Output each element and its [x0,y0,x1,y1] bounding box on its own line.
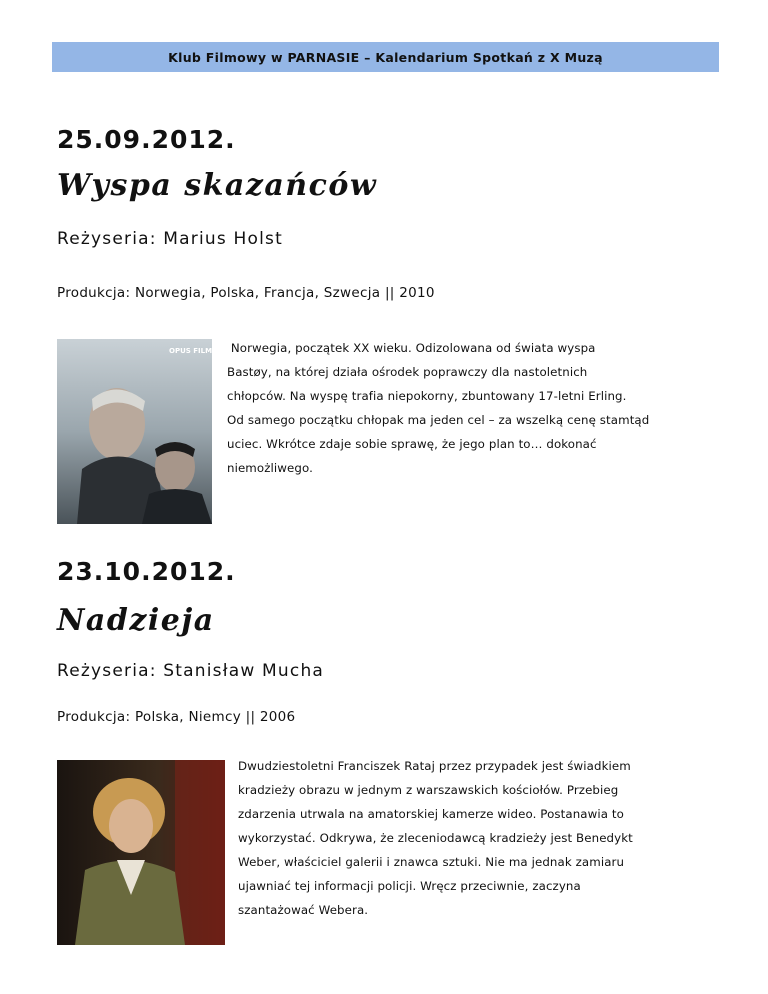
film-description [227,336,712,480]
director-wrap [57,229,717,249]
production-wrap [57,285,717,301]
description-line: uciec. Wkrótce zdaje sobie sprawę, że jego plan to… dokonać [227,437,597,451]
description-line: Weber, właściciel galerii i znawca sztuki. Nie ma jednak zamiaru [238,855,625,869]
header-title: Klub Filmowy w PARNASIE – Kalendarium Spotkań z X Muzą [168,49,603,65]
description-line: chłopców. Na wyspę trafia niepokorny, zbuntowany 17-letni Erling. [227,389,627,403]
poster-wyspa-skazancow [57,339,212,524]
description-line: wykorzystać. Odkrywa, że zleceniodawcą kradzieży jest Benedykt [238,831,633,845]
film-description [238,754,718,922]
svg-text:OPUS FILM: OPUS FILM [169,347,212,355]
description-line: kradzieży obrazu w jednym z warszawskich kościołów. Przebieg [238,783,619,797]
film-title: Nadzieja [57,603,215,638]
description-line: Dwudziestoletni Franciszek Rataj przez przypadek jest świadkiem [238,759,631,773]
director-wrap [57,661,717,681]
director: Reżyseria: Marius Holst [57,229,283,249]
description-line: niemożliwego. [227,461,313,475]
description-line: szantażować Webera. [238,903,369,917]
screening-date: 23.10.2012. [57,557,236,586]
description-line: Norwegia, początek XX wieku. Odizolowana od świata wyspa [227,341,596,355]
film-title-wrap [57,168,717,203]
director: Reżyseria: Stanisław Mucha [57,661,325,681]
poster-nadzieja [57,760,225,945]
header-bar [52,42,719,72]
description-line: zdarzenia utrwala na amatorskiej kamerze wideo. Postanawia to [238,807,624,821]
production-wrap [57,709,717,725]
film-title-wrap [57,603,717,638]
film-entry [57,125,717,154]
production-info: Produkcja: Polska, Niemcy || 2006 [57,709,296,725]
film-title: Wyspa skazańców [57,168,378,203]
poster-text [169,347,212,355]
film-entry [57,557,717,586]
description-line: ujawniać tej informacji policji. Wręcz przeciwnie, zaczyna [238,879,581,893]
description-line: Bastøy, na której działa ośrodek poprawczy dla nastoletnich [227,365,588,379]
screening-date: 25.09.2012. [57,125,236,154]
description-line: Od samego początku chłopak ma jeden cel – za wszelką cenę stamtąd [227,413,650,427]
production-info: Produkcja: Norwegia, Polska, Francja, Szwecja || 2010 [57,285,435,301]
